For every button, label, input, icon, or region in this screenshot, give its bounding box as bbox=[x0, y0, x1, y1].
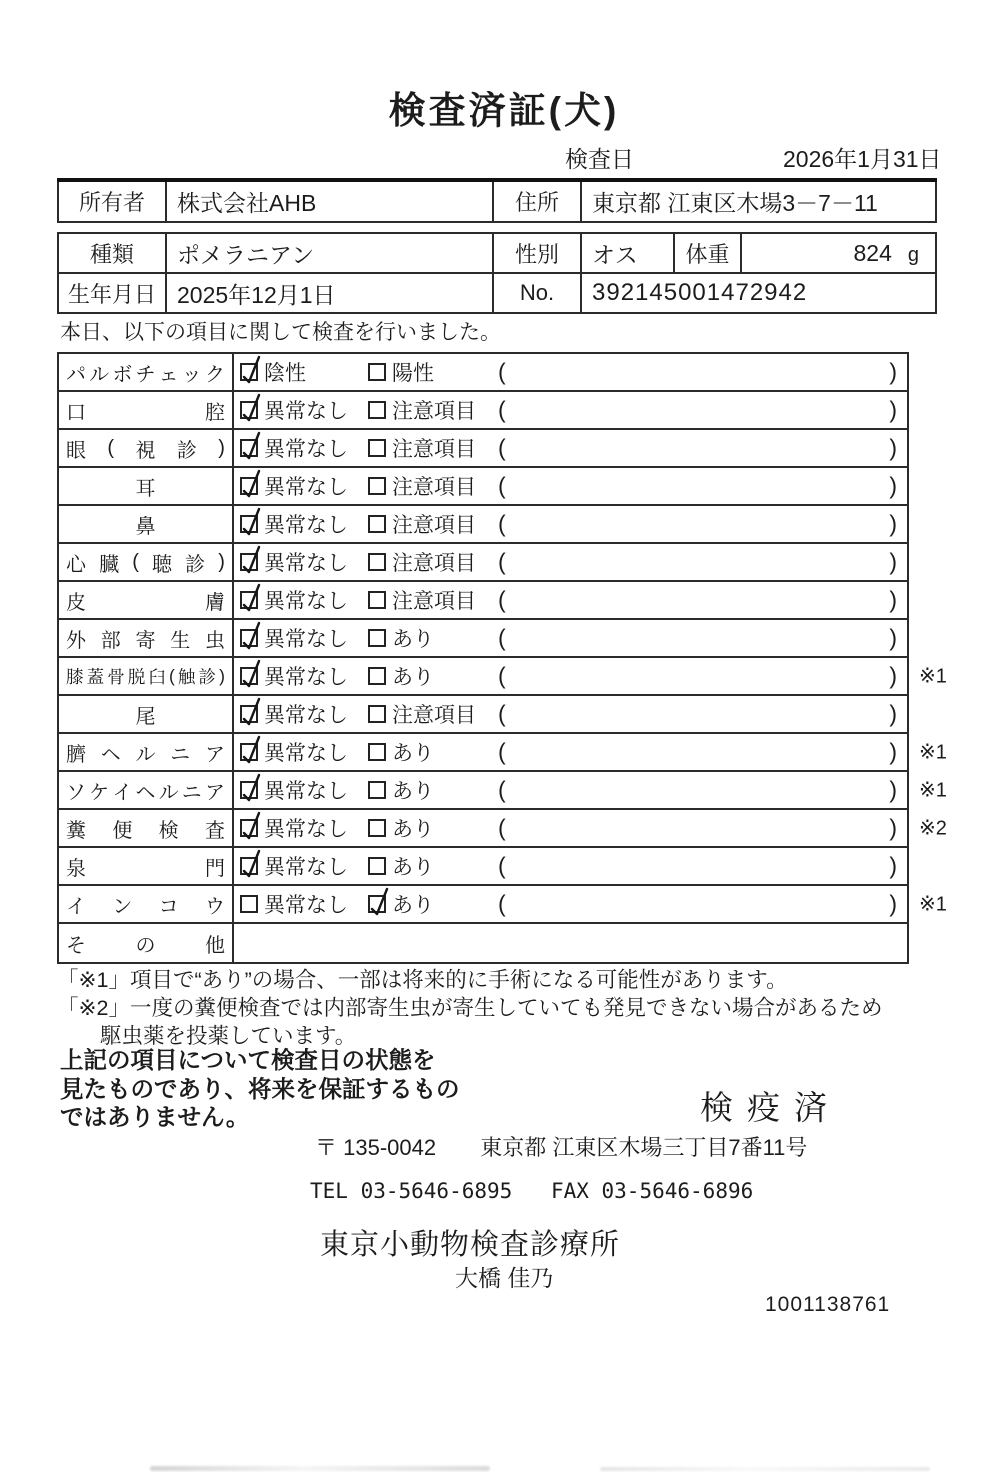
owner-name-value: 株式会社AHB bbox=[166, 180, 493, 222]
option1 bbox=[240, 889, 348, 919]
checklist-row-content bbox=[234, 848, 907, 884]
checklist-row bbox=[59, 468, 907, 506]
option2-checkbox bbox=[368, 781, 386, 799]
breed-label: 種類 bbox=[58, 233, 166, 273]
checklist-row bbox=[59, 430, 907, 468]
checklist-row bbox=[59, 848, 907, 886]
remarks-paren-open: ( bbox=[498, 776, 506, 803]
option2-checkbox bbox=[368, 401, 386, 419]
option2-label: 注意項目 bbox=[392, 552, 476, 575]
checklist-item-name: 膝 蓋 骨 脱 臼 ( 触 診 ) bbox=[59, 658, 234, 694]
birthdate-label: 生年月日 bbox=[58, 273, 166, 313]
remarks-paren-close: ) bbox=[889, 738, 897, 765]
remarks-paren-open: ( bbox=[498, 662, 506, 689]
option1-label: 異常なし bbox=[264, 400, 348, 423]
inspection-date-label: 検査日 bbox=[565, 146, 634, 172]
checklist-row bbox=[59, 354, 907, 392]
option2 bbox=[368, 547, 476, 577]
address-value: 東京都 江東区木場3－7－11 bbox=[581, 180, 936, 222]
veterinarian-name: 大橋 佳乃 bbox=[455, 1265, 554, 1291]
checklist-item-name: ソ ケ イ ヘ ル ニ ア bbox=[59, 772, 234, 808]
clinic-tel: TEL 03-5646-6895 bbox=[310, 1179, 513, 1203]
option1-checkbox bbox=[240, 743, 258, 761]
option2 bbox=[368, 661, 434, 691]
remarks-paren-open: ( bbox=[498, 852, 506, 879]
option2-label: 注意項目 bbox=[392, 590, 476, 613]
birthdate-row bbox=[58, 273, 936, 313]
option2-label: あり bbox=[392, 856, 434, 879]
checkmark-icon bbox=[239, 467, 265, 501]
clinic-address: 東京都 江東区木場三丁目7番11号 bbox=[480, 1135, 808, 1160]
option1-checkbox bbox=[240, 667, 258, 685]
checklist-row bbox=[59, 506, 907, 544]
option1-label: 異常なし bbox=[264, 514, 348, 537]
remarks-paren-close: ) bbox=[889, 852, 897, 879]
checklist-row-content bbox=[234, 734, 907, 770]
option2-checkbox bbox=[368, 477, 386, 495]
option1 bbox=[240, 395, 348, 425]
disclaimer-line3: ではありません。 bbox=[60, 1104, 250, 1130]
checkmark-icon bbox=[239, 353, 265, 387]
option1-label: 異常なし bbox=[264, 438, 348, 461]
scan-artifact bbox=[600, 1467, 930, 1471]
option1-label: 異常なし bbox=[264, 742, 348, 765]
option2-checkbox bbox=[368, 819, 386, 837]
remarks-paren-close: ) bbox=[889, 776, 897, 803]
row-footnote-ref: ※2 bbox=[919, 817, 947, 840]
remarks-paren-open: ( bbox=[498, 586, 506, 613]
checkmark-icon bbox=[239, 733, 265, 767]
option2-label: 注意項目 bbox=[392, 400, 476, 423]
intro-text: 本日、以下の項目に関して検査を行いました。 bbox=[60, 321, 501, 344]
row-footnote-ref: ※1 bbox=[919, 893, 947, 916]
option2-checkbox bbox=[368, 591, 386, 609]
number-value: 392145001472942 bbox=[581, 273, 936, 313]
option2 bbox=[368, 775, 434, 805]
option2-checkbox bbox=[368, 667, 386, 685]
birthdate-value: 2025年12月1日 bbox=[166, 273, 493, 313]
checklist-row-content bbox=[234, 658, 907, 694]
checkmark-icon bbox=[239, 771, 265, 805]
postal-code: 〒 135-0042 bbox=[315, 1135, 437, 1160]
option1-checkbox bbox=[240, 591, 258, 609]
footnote-1: 「※1」項目で“あり”の場合、一部は将来的に手術になる可能性があります。 bbox=[57, 968, 788, 992]
remarks-paren-open: ( bbox=[498, 434, 506, 461]
option1-checkbox bbox=[240, 705, 258, 723]
checklist-row-content bbox=[234, 924, 907, 962]
clinic-name: 東京小動物検査診療所 bbox=[320, 1229, 621, 1261]
weight-number: 824 bbox=[853, 239, 892, 266]
option2 bbox=[368, 889, 434, 919]
breed-value: ポメラニアン bbox=[166, 233, 493, 273]
checklist-row bbox=[59, 620, 907, 658]
option1 bbox=[240, 775, 348, 805]
option1-label: 異常なし bbox=[264, 628, 348, 651]
checkmark-icon bbox=[239, 695, 265, 729]
disclaimer-line1: 上記の項目について検査日の状態を bbox=[60, 1047, 436, 1073]
option2-label: あり bbox=[392, 780, 434, 803]
checklist-item-name: 口 腔 bbox=[59, 392, 234, 428]
option2-label: 注意項目 bbox=[392, 514, 476, 537]
option1-label: 異常なし bbox=[264, 818, 348, 841]
checklist-row-content bbox=[234, 772, 907, 808]
option1 bbox=[240, 585, 348, 615]
option1-checkbox bbox=[240, 629, 258, 647]
option1 bbox=[240, 357, 306, 387]
number-label: No. bbox=[493, 273, 581, 313]
checklist-row-content bbox=[234, 506, 907, 542]
checklist-row bbox=[59, 886, 947, 924]
checklist-table bbox=[57, 352, 947, 964]
checkmark-icon bbox=[239, 505, 265, 539]
checklist-row bbox=[59, 810, 947, 848]
clinic-address-line bbox=[315, 1131, 807, 1162]
remarks-paren-close: ) bbox=[889, 358, 897, 385]
option1-label: 異常なし bbox=[264, 552, 348, 575]
remarks-paren-open: ( bbox=[498, 472, 506, 499]
option1-checkbox bbox=[240, 553, 258, 571]
remarks-paren-open: ( bbox=[498, 548, 506, 575]
option1 bbox=[240, 661, 348, 691]
remarks-paren-open: ( bbox=[498, 738, 506, 765]
option2-checkbox bbox=[368, 743, 386, 761]
option2 bbox=[368, 357, 434, 387]
option2 bbox=[368, 471, 476, 501]
remarks-paren-close: ) bbox=[889, 700, 897, 727]
remarks-paren-close: ) bbox=[889, 890, 897, 917]
option1 bbox=[240, 433, 348, 463]
option2-checkbox bbox=[368, 895, 386, 913]
option1-label: 異常なし bbox=[264, 476, 348, 499]
option1 bbox=[240, 851, 348, 881]
option2 bbox=[368, 509, 476, 539]
address-label: 住所 bbox=[493, 180, 581, 222]
checkmark-icon bbox=[239, 429, 265, 463]
breed-row bbox=[58, 233, 936, 273]
remarks-paren-close: ) bbox=[889, 624, 897, 651]
checklist-row bbox=[59, 696, 907, 734]
checklist-row-content bbox=[234, 430, 907, 466]
checklist-item-name: そ の 他 bbox=[59, 924, 234, 962]
option2 bbox=[368, 585, 476, 615]
checklist-item-name: 心 臓 ( 聴 診 ) bbox=[59, 544, 234, 580]
footnote-2-line1: 「※2」一度の糞便検査では内部寄生虫が寄生していても発見できない場合があるため bbox=[57, 996, 883, 1020]
checkmark-icon bbox=[239, 809, 265, 843]
weight-label: 体重 bbox=[674, 233, 741, 273]
option1-checkbox bbox=[240, 781, 258, 799]
scan-artifact bbox=[150, 1466, 490, 1471]
remarks-paren-close: ) bbox=[889, 586, 897, 613]
checklist-row-content bbox=[234, 620, 907, 656]
option1 bbox=[240, 813, 348, 843]
checkmark-icon bbox=[367, 885, 393, 919]
remarks-paren-close: ) bbox=[889, 662, 897, 689]
option2-label: あり bbox=[392, 742, 434, 765]
remarks-paren-open: ( bbox=[498, 396, 506, 423]
option1-checkbox bbox=[240, 439, 258, 457]
option1-label: 異常なし bbox=[264, 894, 348, 917]
checklist-row-content bbox=[234, 544, 907, 580]
option1-label: 異常なし bbox=[264, 856, 348, 879]
row-footnote-ref: ※1 bbox=[919, 741, 947, 764]
checklist-row bbox=[59, 924, 907, 962]
disclaimer-text bbox=[60, 1046, 460, 1132]
checklist-item-name: 外 部 寄 生 虫 bbox=[59, 620, 234, 656]
remarks-paren-close: ) bbox=[889, 548, 897, 575]
option1-checkbox bbox=[240, 477, 258, 495]
checklist-row-content bbox=[234, 582, 907, 618]
checklist-item-name: イ ン コ ウ bbox=[59, 886, 234, 922]
checklist-row-content bbox=[234, 696, 907, 732]
checklist-item-name: 皮 膚 bbox=[59, 582, 234, 618]
checklist-row-content bbox=[234, 354, 907, 390]
remarks-paren-open: ( bbox=[498, 358, 506, 385]
page-title: 検査済証(犬) bbox=[388, 90, 620, 131]
checklist-item-name: パ ル ボ チ ェ ッ ク bbox=[59, 354, 234, 390]
option2 bbox=[368, 623, 434, 653]
disclaimer-line2: 見たものであり、将来を保証するもの bbox=[60, 1075, 460, 1102]
checklist-row-content bbox=[234, 392, 907, 428]
sex-label: 性別 bbox=[493, 233, 581, 273]
option2 bbox=[368, 395, 476, 425]
remarks-paren-close: ) bbox=[889, 472, 897, 499]
checklist-item-name: 眼 ( 視 診 ) bbox=[59, 430, 234, 466]
checkmark-icon bbox=[239, 543, 265, 577]
option1-checkbox bbox=[240, 857, 258, 875]
clinic-contact-line bbox=[310, 1179, 753, 1203]
option1-label: 異常なし bbox=[264, 704, 348, 727]
checklist-row bbox=[59, 658, 947, 696]
option1-label: 異常なし bbox=[264, 666, 348, 689]
checklist-row bbox=[59, 772, 947, 810]
checklist-row bbox=[59, 734, 947, 772]
option2 bbox=[368, 433, 476, 463]
row-footnote-ref: ※1 bbox=[919, 779, 947, 802]
option2-label: 注意項目 bbox=[392, 438, 476, 461]
option2 bbox=[368, 813, 434, 843]
option1-checkbox bbox=[240, 515, 258, 533]
checklist-row bbox=[59, 582, 907, 620]
option2-label: 陽性 bbox=[392, 362, 434, 385]
remarks-paren-close: ) bbox=[889, 396, 897, 423]
option1 bbox=[240, 547, 348, 577]
checkmark-icon bbox=[239, 581, 265, 615]
option1 bbox=[240, 509, 348, 539]
remarks-paren-close: ) bbox=[889, 814, 897, 841]
owner-table bbox=[57, 178, 937, 223]
option2-label: あり bbox=[392, 666, 434, 689]
option1 bbox=[240, 699, 348, 729]
option1-label: 陰性 bbox=[264, 362, 306, 385]
checklist-item-name: 泉 門 bbox=[59, 848, 234, 884]
option2-checkbox bbox=[368, 629, 386, 647]
remarks-paren-open: ( bbox=[498, 624, 506, 651]
checkmark-icon bbox=[239, 657, 265, 691]
option2 bbox=[368, 737, 434, 767]
weight-value bbox=[741, 233, 936, 273]
option1-checkbox bbox=[240, 363, 258, 381]
owner-label: 所有者 bbox=[58, 180, 166, 222]
owner-row bbox=[58, 180, 936, 222]
option2-label: 注意項目 bbox=[392, 476, 476, 499]
option2-label: 注意項目 bbox=[392, 704, 476, 727]
option2-checkbox bbox=[368, 363, 386, 381]
option1 bbox=[240, 471, 348, 501]
checkmark-icon bbox=[239, 391, 265, 425]
checklist-row-content bbox=[234, 886, 907, 922]
option2-label: あり bbox=[392, 818, 434, 841]
sex-value: オス bbox=[581, 233, 674, 273]
option1-label: 異常なし bbox=[264, 780, 348, 803]
checklist-row-content bbox=[234, 468, 907, 504]
checklist-row-content bbox=[234, 810, 907, 846]
option1-checkbox bbox=[240, 819, 258, 837]
serial-number: 1001138761 bbox=[765, 1293, 891, 1316]
remarks-paren-close: ) bbox=[889, 510, 897, 537]
footnote-2-line2: 駆虫薬を投薬しています。 bbox=[100, 1024, 357, 1048]
row-footnote-ref: ※1 bbox=[919, 665, 947, 688]
option1 bbox=[240, 623, 348, 653]
option2-label: あり bbox=[392, 628, 434, 651]
option1-checkbox bbox=[240, 895, 258, 913]
option2-checkbox bbox=[368, 857, 386, 875]
option1 bbox=[240, 737, 348, 767]
inspection-date-value: 2026年1月31日 bbox=[783, 146, 942, 172]
checklist-row bbox=[59, 544, 907, 582]
pet-info-table bbox=[57, 232, 937, 314]
remarks-paren-open: ( bbox=[498, 814, 506, 841]
option2 bbox=[368, 699, 476, 729]
option2-checkbox bbox=[368, 553, 386, 571]
option2-label: あり bbox=[392, 894, 434, 917]
option2-checkbox bbox=[368, 705, 386, 723]
checklist-item-name: 臍 ヘ ル ニ ア bbox=[59, 734, 234, 770]
remarks-paren-open: ( bbox=[498, 510, 506, 537]
weight-unit: g bbox=[907, 243, 919, 266]
option2-checkbox bbox=[368, 439, 386, 457]
remarks-paren-open: ( bbox=[498, 890, 506, 917]
checklist-item-name: 尾 bbox=[59, 696, 234, 732]
option1-checkbox bbox=[240, 401, 258, 419]
clinic-fax: FAX 03-5646-6896 bbox=[550, 1179, 754, 1203]
checkmark-icon bbox=[239, 847, 265, 881]
checklist-item-name: 耳 bbox=[59, 468, 234, 504]
option2 bbox=[368, 851, 434, 881]
checkmark-icon bbox=[239, 619, 265, 653]
option1-label: 異常なし bbox=[264, 590, 348, 613]
remarks-paren-open: ( bbox=[498, 700, 506, 727]
checklist-item-name: 糞 便 検 査 bbox=[59, 810, 234, 846]
checklist-row bbox=[59, 392, 907, 430]
quarantine-stamp: 検疫済 bbox=[700, 1089, 841, 1126]
checklist-item-name: 鼻 bbox=[59, 506, 234, 542]
option2-checkbox bbox=[368, 515, 386, 533]
remarks-paren-close: ) bbox=[889, 434, 897, 461]
